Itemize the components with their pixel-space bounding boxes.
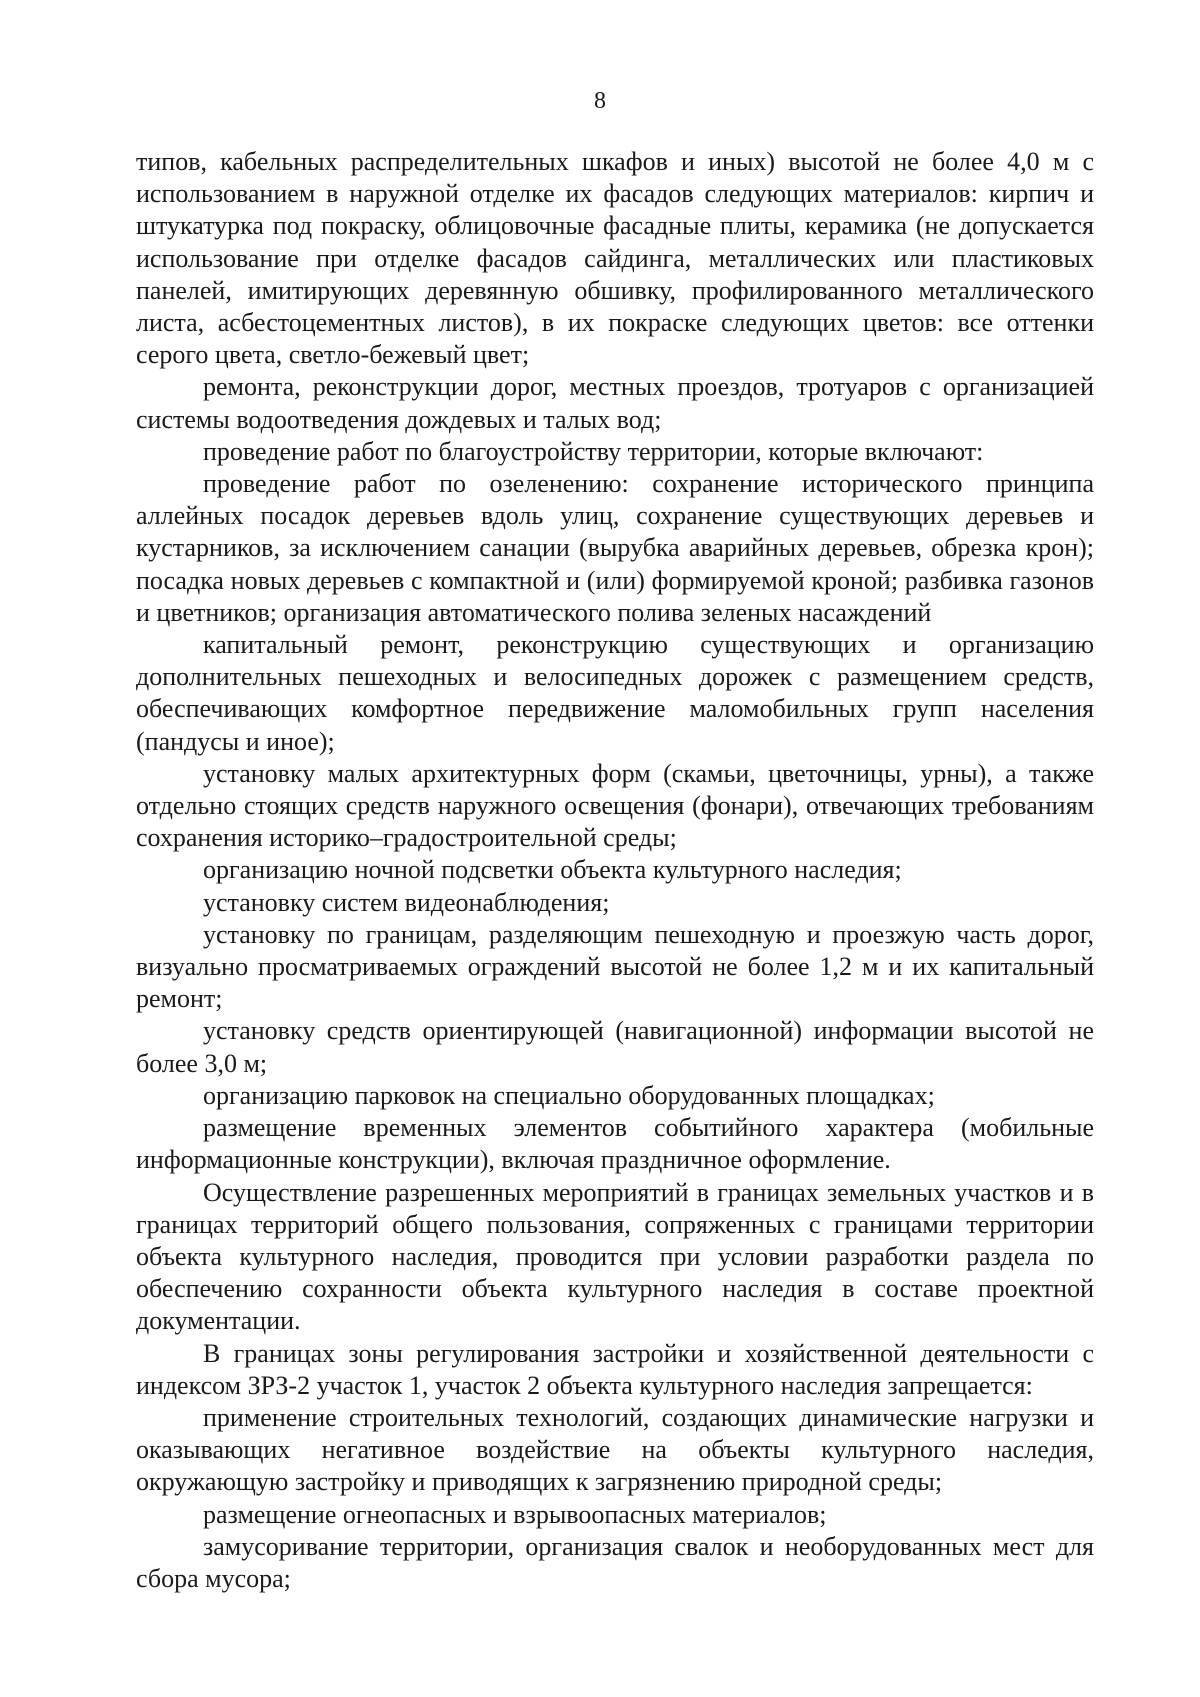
paragraph: В границах зоны регулирования застройки и хозяйственной деятельности с индексом ЗРЗ-2 участок 1, участок 2 объекта культурного наследия запрещается:	[136, 1338, 1094, 1400]
page-number: 8	[594, 88, 606, 114]
paragraph: Осуществление разрешенных мероприятий в границах земельных участков и в границах территорий общего пользования, сопряженных с границами территории объекта культурного наследия, проводится при условии разработки раздела по обеспечению сохранности объекта культурного наследия в составе проектной документации.	[136, 1177, 1094, 1336]
paragraph: установку средств ориентирующей (навигационной) информации высотой не более 3,0 м;	[136, 1016, 1094, 1078]
paragraph: установку малых архитектурных форм (скамьи, цветочницы, урны), а также отдельно стоящих средств наружного освещения (фонари), отвечающих требованиям сохранения историко–градостроительной среды;	[136, 758, 1094, 853]
paragraph: проведение работ по озеленению: сохранение исторического принципа аллейных посадок деревьев вдоль улиц, сохранение существующих деревьев и кустарников, за исключением санации (вырубка аварийных деревьев, обрезка крон); посадка новых деревьев с компактной и (или) формируемой кроной; разбивка газонов и цветников; организация автоматического полива зеленых насаждений	[136, 469, 1094, 627]
paragraph: ремонта, реконструкции дорог, местных проездов, тротуаров с организацией системы водоотведения дождевых и талых вод;	[136, 372, 1094, 434]
paragraph: размещение огнеопасных и взрывоопасных материалов;	[203, 1499, 827, 1529]
paragraph: применение строительных технологий, создающих динамические нагрузки и оказывающих негативное воздействие на объекты культурного наследия, окружающую застройку и приводящих к загрязнению природной среды;	[136, 1402, 1094, 1497]
paragraph: замусоривание территории, организация свалок и необорудованных мест для сбора мусора;	[136, 1531, 1094, 1593]
paragraph: установку по границам, разделяющим пешеходную и проезжую часть дорог, визуально просматриваемых ограждений высотой не более 1,2 м и их капитальный ремонт;	[136, 919, 1094, 1014]
paragraph: размещение временных элементов событийного характера (мобильные информационные конструкции), включая праздничное оформление.	[136, 1113, 1094, 1175]
paragraph: организацию ночной подсветки объекта культурного наследия;	[203, 855, 902, 885]
paragraph: установку систем видеонаблюдения;	[203, 887, 610, 917]
paragraph: проведение работ по благоустройству территории, которые включают:	[203, 436, 984, 466]
paragraph: капитальный ремонт, реконструкцию существующих и организацию дополнительных пешеходных и велосипедных дорожек с размещением средств, обеспечивающих комфортное передвижение маломобильных групп населения (пандусы и иное);	[136, 630, 1094, 756]
paragraph: типов, кабельных распределительных шкафов и иных) высотой не более 4,0 м с использованием в наружной отделке их фасадов следующих материалов: кирпич и штукатурка под покраску, облицовочные фасадные плиты, керамика (не допускается использование при отделке фасадов сайдинга, металлических или пластиковых панелей, имитирующих деревянную обшивку, профилированного металлического листа, асбестоцементных листов), в их покраске следующих цветов: все оттенки серого цвета, светло-бежевый цвет;	[136, 147, 1094, 370]
document-body	[136, 146, 1094, 1595]
paragraph: организацию парковок на специально оборудованных площадках;	[203, 1080, 935, 1110]
